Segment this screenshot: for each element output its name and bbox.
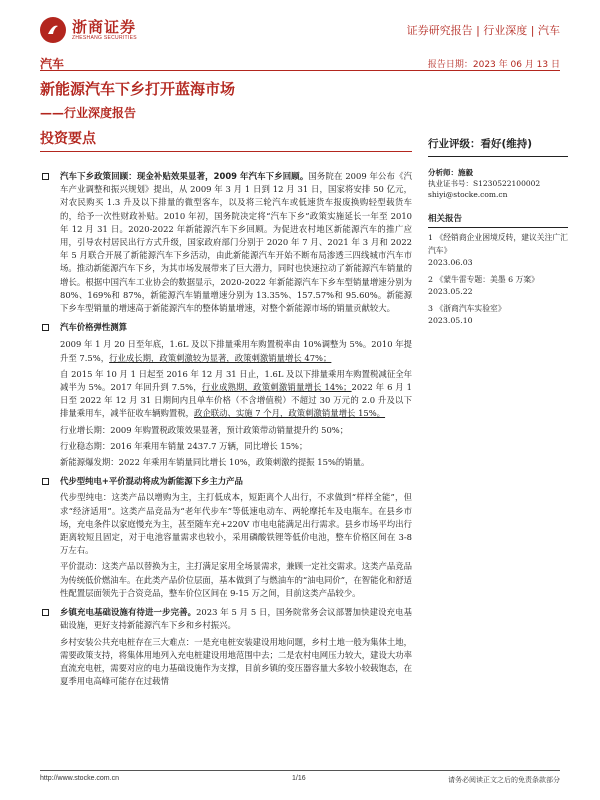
main-content: [40, 128, 412, 688]
report-subtitle: ——行业深度报告: [40, 106, 137, 120]
stage-stable: 行业稳态期：2016 年乘用车销量 2437.7 万辆，同比增长 15%；: [60, 440, 308, 451]
certificate-number: 执业证书号：S1230522100002: [428, 179, 541, 188]
elasticity-2009: 2009 年 1 月 20 日至年底，1.6L 及以下排量乘用车购置税率由 10%调整为 5%。2010 年提升至 7.5%，行业成长期，政策刺激较为显著，政策刺激销量增长 47%；: [60, 339, 412, 363]
date-value: 2023 年 06 月 13 日: [472, 60, 560, 70]
report-tags: 证券研究报告 | 行业深度 | 汽车: [406, 24, 560, 37]
paragraph-heading: 汽车价格弹性测算: [60, 322, 127, 333]
analyst-email[interactable]: shiyi@stocke.com.cn: [428, 190, 508, 199]
footer-url[interactable]: http://www.stocke.com.cn: [40, 775, 119, 782]
paragraph-heading: 乡镇充电基础设施有待进一步完善。: [60, 607, 197, 618]
paragraph-main-products: [40, 475, 412, 488]
date-label: 报告日期：: [427, 60, 473, 70]
industry-rating: 行业评级：看好(维持): [428, 136, 568, 157]
paragraph-heading: 汽车下乡政策回顾：现金补贴效果显著，2009 年汽车下乡回顾。: [60, 171, 309, 181]
related-report[interactable]: 3 《浙商汽车实验室》 2023.05.10: [428, 303, 506, 325]
logo-english-name: ZHESHANG SECURITIES: [72, 35, 137, 41]
paragraph-price-elasticity: [40, 321, 412, 334]
logo-mark-icon: [40, 17, 66, 43]
analyst-info: 分析师：施毅 执业证书号：S1230522100002 shiyi@stocke.com.cn: [428, 167, 568, 200]
stage-nev-boom: 新能源爆发期：2022 年乘用车销量同比增长 10%，政策刺激约提振 15%的销量。: [60, 457, 370, 468]
rating-value: 看好(维持): [480, 138, 533, 150]
sidebar: [428, 136, 568, 328]
related-report[interactable]: 2 《蒙牛雷专题：美墨 6 万案》 2023.05.22: [428, 274, 539, 296]
paragraph-policy-review: [40, 170, 412, 315]
paragraph-body: 2023 年 5 月 5 日，国务院常务会议部署加快建设充电基础设施，更好支持新能源汽车下乡和乡村振兴。: [60, 607, 413, 631]
related-reports-title: 相关报告: [428, 212, 568, 228]
paragraph-charging-infra: [40, 606, 412, 632]
paragraph-heading: 代步型纯电+平价混动将成为新能源下乡主力产品: [60, 476, 243, 487]
bullet-icon: [42, 173, 49, 180]
header-divider: [40, 70, 560, 71]
report-title: 新能源汽车下乡打开蓝海市场: [40, 80, 236, 98]
elasticity-2015: 自 2015 年 10 月 1 日起至 2016 年 12 月 31 日止，1.6L 及以下排量乘用车购置税减征全年减半为 5%。2017 年回升到 7.5%，行业成熟期，政策刺激销量增长 14%；2022 年 6 月 1 日至 2022 年 12 月 31 日期间内且单车价格（不含增值税）不超过 30 万元的 2.0 升及以下排量乘用车，减半征收车辆购置税，政企联动、实施 7 个月，政策刺激销量增长 15%。: [60, 368, 412, 419]
sector-label: 汽车: [40, 57, 65, 71]
company-logo: [40, 14, 150, 46]
footer-divider: [40, 770, 560, 771]
logo-name: 浙商证券: [72, 18, 137, 36]
report-date: [428, 57, 560, 70]
bullet-icon: [42, 609, 49, 616]
disclaimer-note: 请务必阅读正文之后的免责条款部分: [448, 776, 560, 784]
stage-growth: 行业增长期：2009 年购置税政策效果显著，预计政策带动销量提升约 50%；: [60, 424, 349, 435]
product-affordable-hybrid: 平价混动：这类产品以替换为主，主打满足家用全场景需求，兼顾一定社交需求。这类产品竞品为传统低价燃油车。在此类产品价位层面，基本做到了与燃油车的“油电同价”，在智能化和舒适性配置层面领先于合资竞品，整车价位区间在 9-15 万之间，目前这类产品较少。: [60, 561, 412, 598]
product-commuter-ev: 代步型纯电：这类产品以增购为主，主打低成本，短距离个人出行，不求做到“样样全能”，但求“经济适用”。这类产品竞品为“老年代步车”等低速电动车、两轮摩托车及电瓶车。在县乡市场，充电条件以家庭慢充为主，甚至随车充+220V 市电电能满足出行需求。县乡市场平均出行距离较短且固定，对于电池容量需求也较小，采用磷酸铁锂等低价电池，整车价格区间在 3-8 万左右。: [60, 492, 412, 556]
bullet-icon: [42, 324, 49, 331]
analyst-name: 施毅: [458, 168, 473, 177]
bullet-icon: [42, 478, 49, 485]
section-title: 投资要点: [40, 128, 412, 152]
paragraph-body: 国务院在 2009 年公布《汽车产业调整和振兴规划》提出，从 2009 年 3 月 1 日到 12 月 31 日，国家将安排 50 亿元，对农民购买 1.3 升及以下排量的微型客车，以及将三轮汽车或低速货车报废换购轻型载货车的，给予一次性财政补贴。2010 年初，国务院决定将“汽车下乡”政策实施延长一年至 2010 年 12 月 31 日。2020-2022 年新能源汽车下乡回顾。为促进农村地区新能源汽车的推广应用，引导农村居民出行方式升级，国家政府部门分别于 2020 年 7 月、2021 年 3 月和 2022 年 5 月联合开展了新能源汽车下乡活动，由此新能源汽车开始不断布局渗透三四线城市汽车市场。推动新能源汽车下乡，为其市场发展带来了巨大潜力，同时也快速拉动了新能源汽车销量的增长。根据中国汽车工业协会的数据显示，2020-2022 年新能源汽车下乡车型销量增速分别为 80%、169%和 87%，新能源汽车销量增速分别为 13.35%、157.57%和 95.60%。新能源下乡车型销量的增速高于新能源汽车的整体销量增速，对整个新能源市场的销量贡献较大。: [60, 171, 412, 314]
related-report[interactable]: 1 《经销商企业困境反转，建议关注广汇汽车》 2023.06.03: [428, 233, 568, 267]
charging-difficulties: 乡村安装公共充电桩存在三大难点：一是充电桩安装建设用地问题，乡村土地一般为集体土地，需要政策支持，将集体用地列入充电桩建设用地范围中去；二是农村电网压力较大，建设大功率直流充电桩，需要对应的电力基础设施作为支撑，目前乡镇的变压器容量大多较小较载饱态，在夏季用电高峰可能存在过载情: [60, 636, 412, 687]
page-number: 1/16: [292, 775, 306, 782]
